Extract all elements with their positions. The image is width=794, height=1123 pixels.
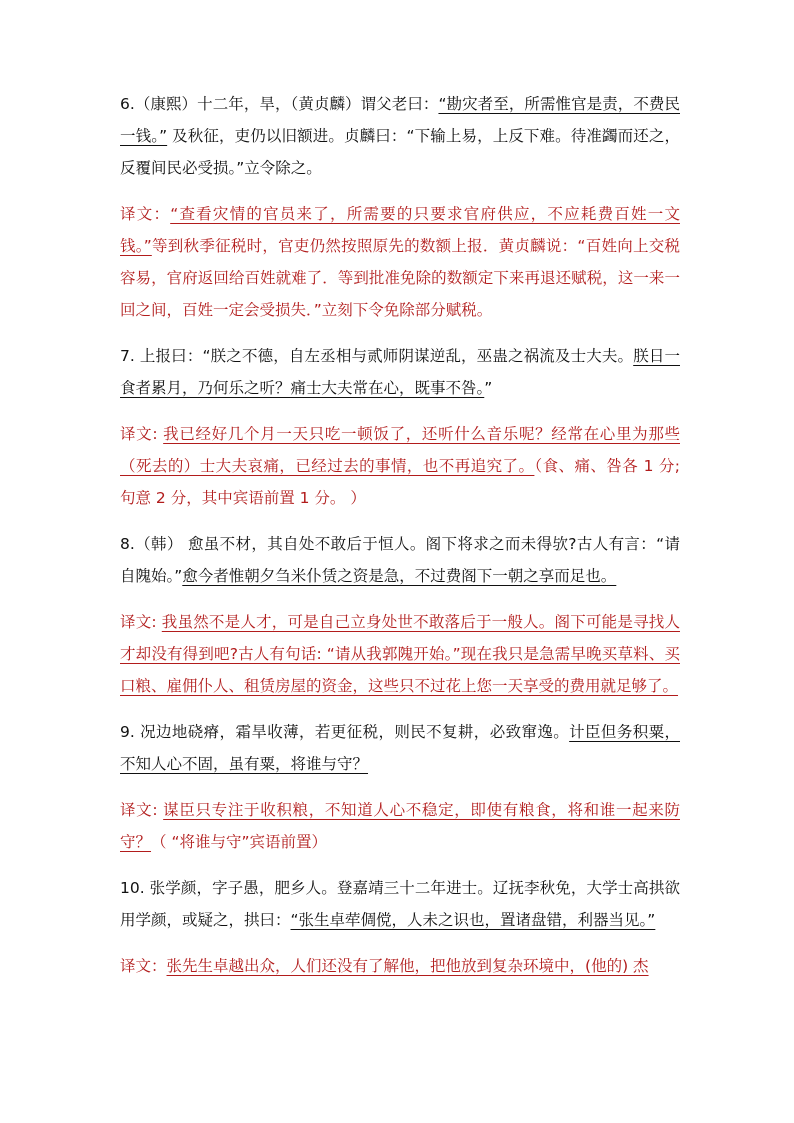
question-9-text: 9. 况边地硗瘠，霜旱收薄，若更征税，则民不复耕，必致窜逸。 <box>120 723 570 741</box>
question-8 <box>120 528 680 592</box>
item-7 <box>120 340 680 514</box>
question-9-underlined: 计臣但务积粟，不知人心不固，虽有粟，将谁与守？ <box>120 723 680 773</box>
translation-9-label: 译文: <box>120 801 164 819</box>
question-6-underlined: “勘灾者至，所需惟官是责，不费民一钱。” <box>120 95 680 145</box>
translation-9 <box>120 794 680 858</box>
translation-6 <box>120 198 680 326</box>
document-page <box>120 88 680 982</box>
question-10-text: 10. 张学颜，字子愚，肥乡人。登嘉靖三十二年进士。辽抚李秋免，大学士高拱欲用学颜，或疑之，拱曰： <box>120 879 680 929</box>
question-9 <box>120 716 680 780</box>
translation-10-label: 译文： <box>120 957 167 975</box>
translation-7-label: 译文: <box>120 425 164 443</box>
question-7-underlined: 朕日一食者累月，乃何乐之听？痛士大夫常在心，既事不咎。 <box>120 347 680 397</box>
item-8 <box>120 528 680 702</box>
question-7 <box>120 340 680 404</box>
translation-8-label: 译文: <box>120 613 162 631</box>
translation-7 <box>120 418 680 514</box>
translation-7-underlined: 我已经好几个月一天只吃一顿饭了，还听什么音乐呢？经常在心里为那些（死去的）士大夫哀痛，已经过去的事情，也不再追究了。 <box>120 425 680 475</box>
question-7-rest: ” <box>484 379 493 397</box>
translation-10-underlined: 张先生卓越出众，人们还没有了解他，把他放到复杂环境中，(他的) 杰 <box>166 957 649 975</box>
question-10-underlined: “张生卓荦倜傥，人未之识也，置诸盘错，利器当见。” <box>290 911 656 929</box>
item-10 <box>120 872 680 982</box>
question-10 <box>120 872 680 936</box>
question-7-text: 7. 上报曰：“朕之不德，自左丞相与贰师阴谋逆乱，巫蛊之祸流及士大夫。 <box>120 347 634 365</box>
question-6 <box>120 88 680 184</box>
question-8-text: 8.（韩） 愈虽不材，其自处不敢后于恒人。阁下将求之而未得欤?古人有言：“请自隗始。” <box>120 535 680 585</box>
question-6-rest: 及秋征，吏仍以旧额进。贞麟曰：“下输上易，上反下难。待准蠲而还之，反覆间民必受损。”立令除之。 <box>120 127 680 177</box>
translation-6-underlined: “查看灾情的官员来了，所需要的只要求官府供应，不应耗费百姓一文钱。” <box>120 205 680 255</box>
question-8-underlined: 愈今者惟朝夕刍米仆赁之资是急，不过费阁下一朝之享而足也。 <box>182 567 617 585</box>
translation-6-rest: 等到秋季征税时，官吏仍然按照原先的数额上报．黄贞麟说：“百姓向上交税容易，官府返回给百姓就难了．等到批准免除的数额定下来再退还赋税，这一来一回之间，百姓一定会受损失．”立刻下令免除部分赋税。 <box>120 237 680 319</box>
translation-6-label: 译文： <box>120 205 171 223</box>
translation-7-rest: （食、痛、咎各 1 分; 句意 2 分，其中宾语前置 1 分。 ） <box>120 457 680 507</box>
translation-8 <box>120 606 680 702</box>
item-9 <box>120 716 680 858</box>
translation-9-underlined: 谋臣只专注于收积粮，不知道人心不稳定，即使有粮食，将和谁一起来防守？ <box>120 801 680 851</box>
translation-8-rest: 我虽然不是人才，可是自己立身处世不敢落后于一般人。阁下可能是寻找人才却没有得到吧?古人有句话: “请从我郭隗开始。”现在我只是急需早晚买草料、买口粮、雇佣仆人、租赁房屋的资金，这些只不过花上您一天享受的费用就足够了。 <box>120 613 680 695</box>
translation-9-rest: （ “将谁与守”宾语前置） <box>151 833 328 851</box>
question-6-text: 6.（康熙）十二年，旱，（黄贞麟）谓父老曰： <box>120 95 439 113</box>
translation-10 <box>120 950 680 982</box>
item-6 <box>120 88 680 326</box>
